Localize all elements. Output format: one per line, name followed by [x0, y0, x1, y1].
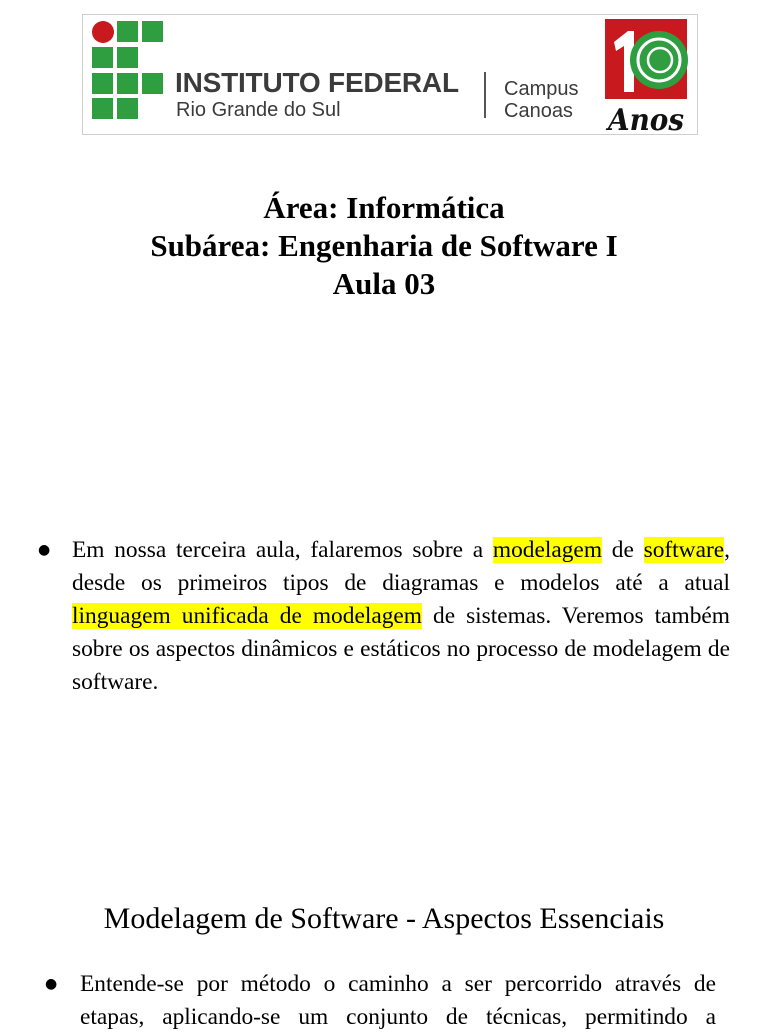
intro-text: de	[602, 537, 644, 563]
institution-logo-banner	[82, 14, 698, 135]
intro-text: Em nossa terceira aula, falaremos sobre a	[72, 537, 493, 563]
section-paragraph	[80, 968, 716, 1034]
logo-divider	[484, 72, 486, 118]
green-square-icon	[117, 47, 138, 68]
ten-years-emblem-icon	[604, 18, 688, 134]
green-square-icon	[92, 73, 113, 94]
title-lesson: Aula 03	[332, 266, 436, 301]
green-square-icon	[142, 21, 163, 42]
intro-paragraph	[72, 534, 730, 699]
page-title	[0, 189, 768, 303]
intro-text: , desde os primeiros tipos de diagramas e modelos até a atual	[72, 537, 730, 596]
green-square-icon	[117, 21, 138, 42]
green-square-icon	[92, 98, 113, 119]
emblem-anos-text: Anos	[605, 103, 685, 134]
institution-state: Rio Grande do Sul	[176, 99, 341, 121]
section-heading: Modelagem de Software - Aspectos Essenciais	[103, 902, 665, 935]
green-square-icon	[142, 73, 163, 94]
intro-text: de sistemas. Veremos também sobre os aspectos dinâmicos e estáticos no processo de modelagem de software.	[72, 603, 730, 695]
bullet-icon: ●	[38, 542, 51, 558]
highlighted-term: modelagem	[492, 537, 603, 563]
title-area: Área: Informática	[263, 190, 505, 225]
title-subarea: Subárea: Engenharia de Software I	[150, 228, 618, 263]
green-square-icon	[92, 47, 113, 68]
campus-name: Canoas	[504, 100, 573, 122]
campus-label: Campus	[504, 78, 579, 100]
bullet-icon: ●	[45, 976, 58, 992]
highlighted-term: linguagem unificada de modelagem	[72, 603, 422, 629]
green-square-icon	[117, 98, 138, 119]
institution-name: INSTITUTO FEDERAL	[175, 67, 459, 98]
green-square-icon	[117, 73, 138, 94]
red-circle-icon	[92, 21, 114, 43]
section-text: Entende-se por método o caminho a ser percorrido através de etapas, aplicando-se um conjunto de técnicas, permitindo a	[80, 971, 716, 1030]
highlighted-term: software	[643, 537, 725, 563]
